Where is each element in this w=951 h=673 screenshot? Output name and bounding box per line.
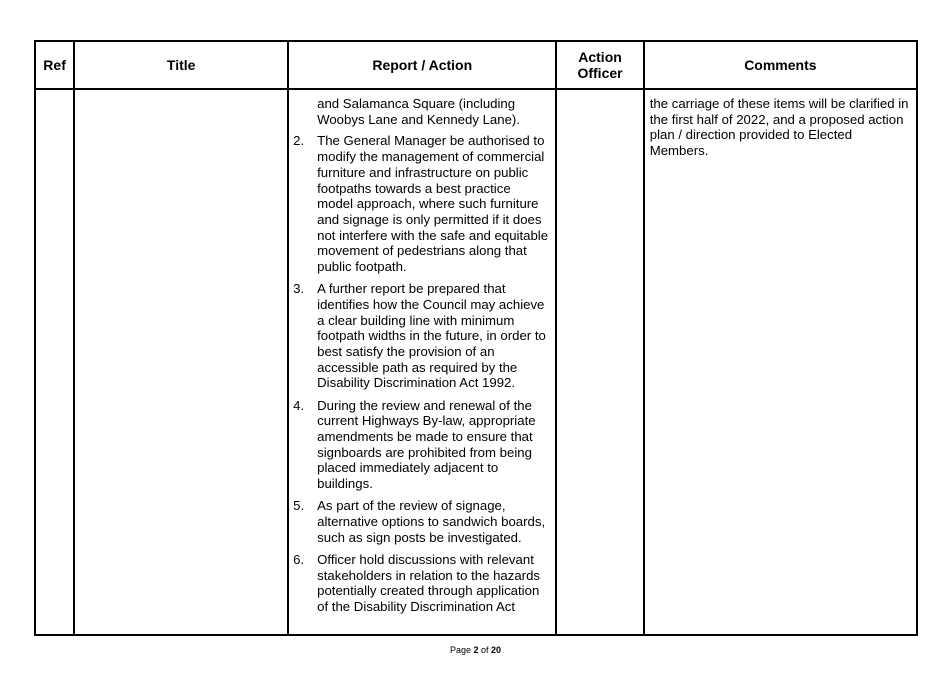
action-list [293,133,549,614]
header-action-officer [556,41,643,89]
ref-cell [35,89,74,635]
minutes-table [34,40,918,636]
comments-text: the carriage of these items will be clarified in the first half of 2022, and a proposed action plan / direction provided to Elected Members. [649,96,909,159]
header-report-action: Report / Action [288,41,556,89]
action-officer-cell [556,89,643,635]
action-text: The General Manager be authorised to modify the management of commercial furniture and infrastructure on public footpaths towards a best practice model approach, where such furniture and signage is only permitted if it does not interfere with the safe and equitable movement of pedestrians along that public footpath. [317,133,549,275]
table-row [35,89,917,635]
report-action-cell [288,89,556,635]
header-title: Title [74,41,288,89]
list-item [293,498,549,545]
page-total: 20 [491,645,502,655]
header-comments: Comments [644,41,917,89]
list-item [293,398,549,492]
page-current: 2 [473,645,479,655]
page-label: Page [449,645,471,655]
action-text: As part of the review of signage, alternative options to sandwich boards, such as sign posts be investigated. [317,498,546,545]
table-header-row [35,41,917,89]
action-text: Officer hold discussions with relevant stakeholders in relation to the hazards potentially created through application of the Disability Discrimination Act [317,551,540,615]
comments-cell [644,89,917,635]
page-of-label: of [481,645,489,655]
action-number: 2. [293,133,305,149]
header-action-officer-line2: Officer [577,65,623,81]
action-number: 5. [293,498,305,514]
list-item [293,133,549,274]
action-number: 6. [293,551,305,567]
list-item [293,552,549,615]
page-footer [0,645,951,655]
report-continuation-text: and Salamanca Square (including Woobys Lane and Kennedy Lane). [317,96,520,127]
header-ref: Ref [35,41,74,89]
header-action-officer-line1: Action [578,49,622,65]
action-text: During the review and renewal of the current Highways By-law, appropriate amendments be made to ensure that signboards are prohibited from being placed immediately adjacent to buildings. [317,397,536,492]
action-text: A further report be prepared that identifies how the Council may achieve a clear building line with minimum footpath widths in the future, in order to best satisfy the provision of an accessible path as required by the Disability Discrimination Act 1992. [317,281,546,391]
list-item [293,281,549,391]
title-cell [74,89,288,635]
action-number: 4. [293,397,305,413]
action-number: 3. [293,281,305,297]
